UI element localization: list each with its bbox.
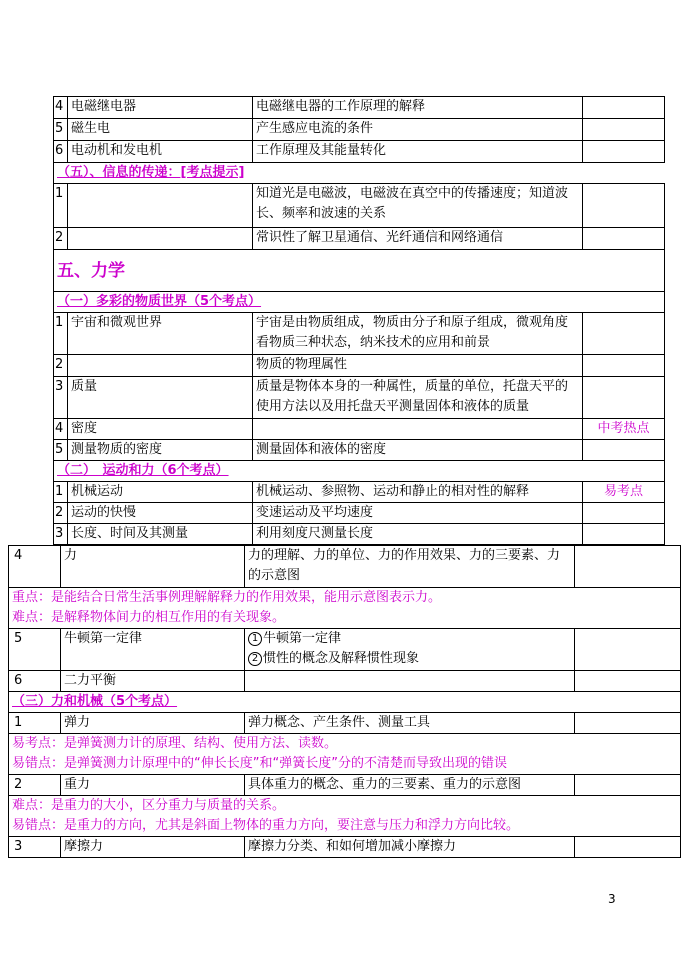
row-number: 4 xyxy=(54,419,68,440)
topic-desc: 产生感应电流的条件 xyxy=(253,119,583,141)
topic-desc xyxy=(245,629,575,671)
topic-desc: 利用刻度尺测量长度 xyxy=(253,524,583,545)
row-number: 1 xyxy=(9,713,61,734)
topic-name: 电磁继电器 xyxy=(68,97,253,119)
topic-name: 测量物质的密度 xyxy=(68,440,253,461)
topic-desc: 具体重力的概念、重力的三要素、重力的示意图 xyxy=(245,775,575,796)
section-heading-row xyxy=(54,163,665,184)
row-number: 3 xyxy=(54,524,68,545)
row-number: 3 xyxy=(9,837,61,858)
hotspot-badge: 中考热点 xyxy=(583,419,665,440)
topic-desc: 电磁继电器的工作原理的解释 xyxy=(253,97,583,119)
topic-desc: 测量固体和液体的密度 xyxy=(253,440,583,461)
topic-name: 密度 xyxy=(68,419,253,440)
row-number: 1 xyxy=(54,313,68,355)
row-number: 2 xyxy=(9,775,61,796)
topic-name: 宇宙和微观世界 xyxy=(68,313,253,355)
note-row xyxy=(9,734,681,775)
list-item-text: 惯性的概念及解释惯性现象 xyxy=(263,651,420,666)
chapter-title: 五、力学 xyxy=(57,260,125,281)
row-number: 5 xyxy=(9,629,61,671)
topic-desc: 宇宙是由物质组成，物质由分子和原子组成，微观角度看物质三种状态，纳米技术的应用和前景 xyxy=(253,313,583,355)
topic-desc: 物质的物理属性 xyxy=(253,355,583,377)
list-item xyxy=(248,629,571,649)
lower-table xyxy=(8,545,681,858)
page-number: 3 xyxy=(608,892,616,906)
topic-name: 磁生电 xyxy=(68,119,253,141)
topic-desc: 知道光是电磁波，电磁波在真空中的传播速度；知道波长、频率和波速的关系 xyxy=(253,184,583,228)
row-number: 4 xyxy=(54,97,68,119)
topic-name xyxy=(68,228,253,250)
table-row xyxy=(54,419,665,440)
topic-desc: 摩擦力分类、和如何增加减小摩擦力 xyxy=(245,837,575,858)
topic-desc xyxy=(253,419,583,440)
topic-tag xyxy=(583,97,665,119)
topic-tag xyxy=(583,119,665,141)
table-row xyxy=(9,837,681,858)
topic-name: 弹力 xyxy=(61,713,245,734)
section-title-info: （五）、信息的传递：[考点提示] xyxy=(57,165,245,180)
topic-tag xyxy=(575,546,681,588)
topic-tag xyxy=(583,440,665,461)
section-heading-row xyxy=(54,461,665,482)
topic-name: 力 xyxy=(61,546,245,588)
topic-tag xyxy=(583,313,665,355)
table-row xyxy=(9,713,681,734)
topic-tag xyxy=(583,355,665,377)
topic-desc: 变速运动及平均速度 xyxy=(253,503,583,524)
table-row xyxy=(54,119,665,141)
section-title-motion: （二） 运动和力（6个考点） xyxy=(57,463,229,478)
topic-name xyxy=(68,355,253,377)
topic-tag xyxy=(583,524,665,545)
section-heading-row xyxy=(9,692,681,713)
topic-name: 摩擦力 xyxy=(61,837,245,858)
topic-desc: 机械运动、参照物、运动和静止的相对性的解释 xyxy=(253,482,583,503)
easy-error-note: 易错点：是弹簧测力计原理中的“伸长长度”和“弹簧长度”分的不清楚而导致出现的错误 xyxy=(12,756,507,771)
section-heading-row xyxy=(54,292,665,313)
table-row xyxy=(54,524,665,545)
topic-name: 长度、时间及其测量 xyxy=(68,524,253,545)
table-row xyxy=(54,482,665,503)
topic-name: 牛顿第一定律 xyxy=(61,629,245,671)
topic-desc: 质量是物体本身的一种属性，质量的单位，托盘天平的使用方法以及用托盘天平测量固体和液体的质量 xyxy=(253,377,583,419)
topic-desc: 力的理解、力的单位、力的作用效果、力的三要素、力的示意图 xyxy=(245,546,575,588)
topic-name xyxy=(68,184,253,228)
circled-number-icon: 2 xyxy=(248,652,262,666)
topic-name: 重力 xyxy=(61,775,245,796)
topic-tag xyxy=(583,141,665,163)
topic-desc: 弹力概念、产生条件、测量工具 xyxy=(245,713,575,734)
chapter-heading-row xyxy=(54,250,665,292)
topic-desc: 常识性了解卫星通信、光纤通信和网络通信 xyxy=(253,228,583,250)
topic-tag xyxy=(575,671,681,692)
topic-tag xyxy=(583,377,665,419)
topic-tag xyxy=(583,228,665,250)
row-number: 5 xyxy=(54,119,68,141)
note-row xyxy=(9,588,681,629)
easy-error-note: 易错点：是重力的方向，尤其是斜面上物体的重力方向，要注意与压力和浮力方向比较。 xyxy=(12,818,520,833)
row-number: 3 xyxy=(54,377,68,419)
topic-tag xyxy=(583,184,665,228)
row-number: 2 xyxy=(54,355,68,377)
difficulty-note: 难点：是解释物体间力的相互作用的有关现象。 xyxy=(12,610,286,625)
topic-name: 运动的快慢 xyxy=(68,503,253,524)
key-point-note: 重点：是能结合日常生活事例理解解释力的作用效果，能用示意图表示力。 xyxy=(12,590,442,605)
note-row xyxy=(9,796,681,837)
row-number: 2 xyxy=(54,228,68,250)
easy-exam-note: 易考点：是弹簧测力计的原理、结构、使用方法、读数。 xyxy=(12,736,338,751)
easy-exam-badge: 易考点 xyxy=(583,482,665,503)
table-row xyxy=(54,440,665,461)
row-number: 1 xyxy=(54,184,68,228)
table-row xyxy=(54,97,665,119)
table-row xyxy=(54,141,665,163)
row-number: 6 xyxy=(9,671,61,692)
topic-desc: 工作原理及其能量转化 xyxy=(253,141,583,163)
topic-name: 质量 xyxy=(68,377,253,419)
table-row xyxy=(54,184,665,228)
list-item-text: 牛顿第一定律 xyxy=(263,631,342,646)
topic-tag xyxy=(575,713,681,734)
section-title-mechanics: （三）力和机械（5个考点） xyxy=(12,694,178,709)
topic-tag xyxy=(575,629,681,671)
row-number: 4 xyxy=(9,546,61,588)
topic-tag xyxy=(583,503,665,524)
table-row xyxy=(54,377,665,419)
row-number: 6 xyxy=(54,141,68,163)
table-row xyxy=(54,503,665,524)
table-row xyxy=(9,629,681,671)
table-row xyxy=(54,228,665,250)
table-row xyxy=(9,671,681,692)
table-row xyxy=(54,355,665,377)
topic-tag xyxy=(575,837,681,858)
upper-table xyxy=(53,96,665,545)
row-number: 1 xyxy=(54,482,68,503)
table-row xyxy=(54,313,665,355)
table-row xyxy=(9,546,681,588)
topic-desc xyxy=(245,671,575,692)
table-row xyxy=(9,775,681,796)
section-title-matter: （一）多彩的物质世界（5个考点） xyxy=(57,294,262,309)
topic-tag xyxy=(575,775,681,796)
topic-name: 二力平衡 xyxy=(61,671,245,692)
topic-name: 机械运动 xyxy=(68,482,253,503)
topic-name: 电动机和发电机 xyxy=(68,141,253,163)
difficulty-note: 难点：是重力的大小，区分重力与质量的关系。 xyxy=(12,798,286,813)
row-number: 5 xyxy=(54,440,68,461)
row-number: 2 xyxy=(54,503,68,524)
circled-number-icon: 1 xyxy=(248,632,262,646)
list-item xyxy=(248,649,571,669)
